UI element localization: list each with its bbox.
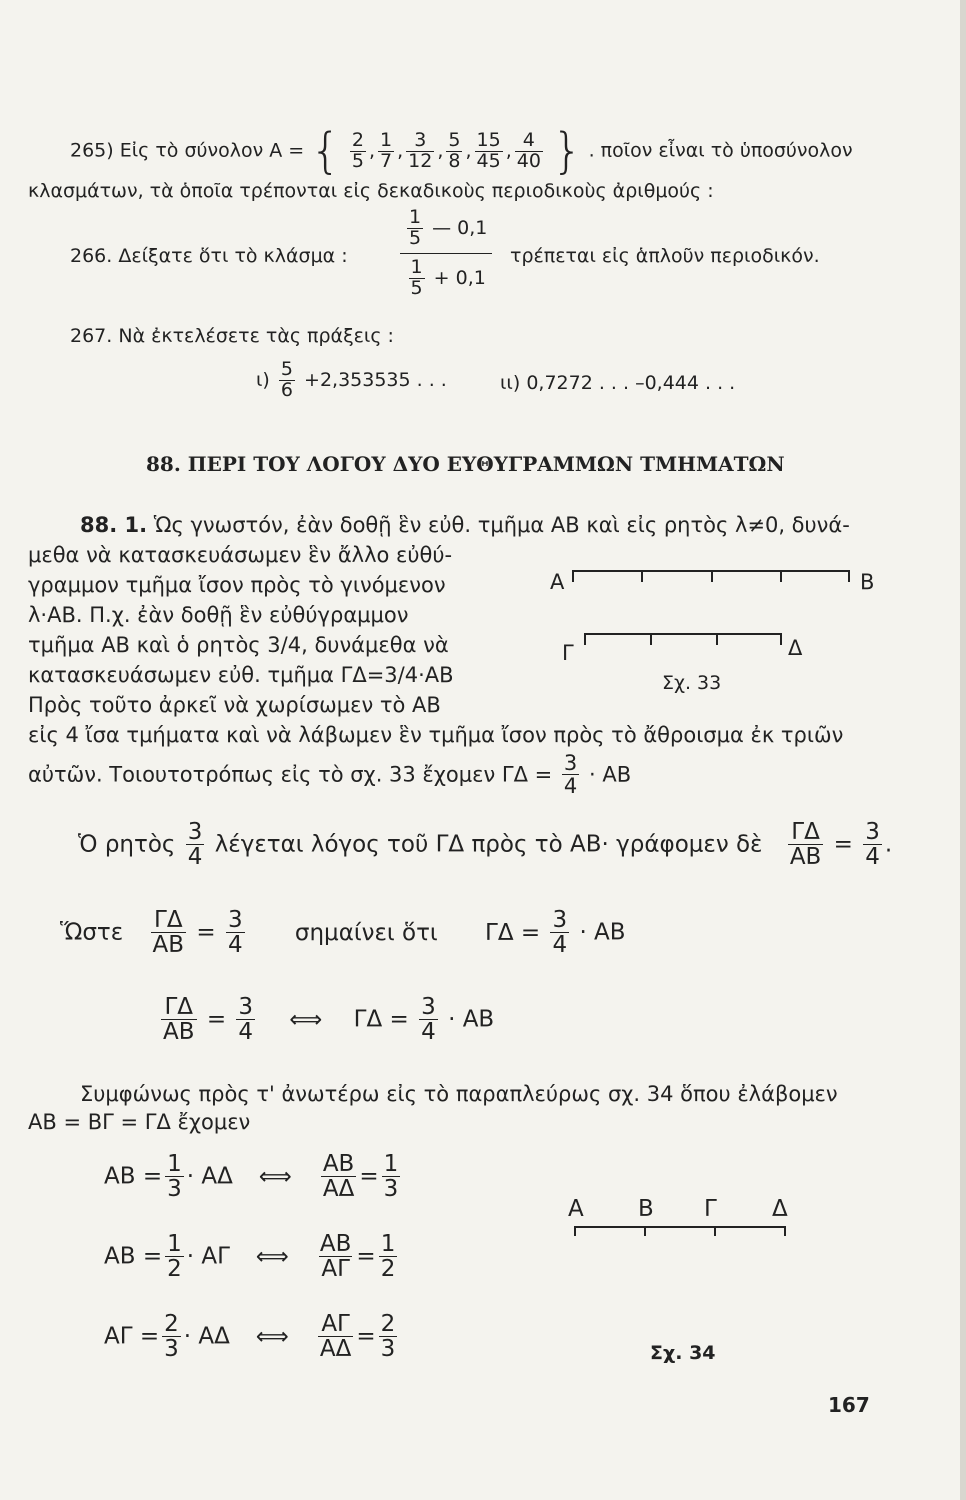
fraction: [165, 1152, 184, 1201]
equals: =: [356, 1323, 376, 1350]
den: 3: [164, 1336, 179, 1363]
den: 4: [421, 1019, 436, 1046]
compound-fraction: [398, 208, 493, 299]
den: ΑΒ: [163, 1019, 195, 1046]
fraction: [318, 1312, 353, 1361]
num: 3: [187, 819, 203, 845]
num: 3: [865, 819, 880, 845]
para-text: Ὡς γνωστόν, ἐὰν δοθῇ ἓν εὐθ. τμῆμα ΑΒ καὶ εἰς ρητὸς λ≠0, δυνά-: [153, 513, 850, 537]
num: 3: [414, 128, 427, 151]
segment-gd: [584, 633, 782, 647]
den: 4: [552, 932, 568, 959]
separator-comma: ,: [465, 139, 472, 162]
para-line-4: λ·ΑΒ. Π.χ. ἐὰν δοθῇ ἓν εὐθύγραμμον: [28, 603, 409, 627]
num: 3: [563, 751, 578, 775]
fraction: [379, 1312, 398, 1361]
num: 2: [164, 1311, 179, 1337]
equivalence-arrow: ⟺: [255, 1323, 289, 1350]
num: 2: [380, 1311, 396, 1337]
period: .: [884, 831, 893, 858]
exercise-text: Νὰ ἐκτελέσετε τὰς πράξεις :: [118, 325, 394, 347]
num: 1: [167, 1231, 182, 1257]
num: 1: [410, 255, 423, 278]
point-label-b: Β: [638, 1196, 654, 1222]
text: ΓΔ =: [353, 1006, 409, 1033]
den: 4: [187, 844, 203, 871]
fraction: [318, 1232, 354, 1281]
item-expression: +2,353535 . . .: [304, 368, 447, 391]
text: · ΑΒ: [448, 1006, 495, 1033]
num: 5: [448, 128, 461, 151]
num: ΓΔ: [791, 819, 820, 845]
page-edge: [960, 0, 966, 1500]
den: 3: [380, 1336, 396, 1363]
right-brace: }: [551, 123, 583, 179]
item-label: ι): [256, 368, 270, 391]
para-line-6: κατασκευάσωμεν εὐθ. τμῆμα ΓΔ=3/4·ΑΒ: [28, 663, 454, 687]
para-text: αὐτῶν. Τοιουτοτρόπως εἰς τὸ σχ. 33 ἔχομεν ΓΔ =: [28, 762, 553, 787]
fraction: [162, 1312, 181, 1361]
text: Ὁ ρητὸς: [78, 831, 176, 858]
num: ΓΔ: [154, 907, 183, 933]
text: ΑΒ =: [104, 1243, 163, 1270]
separator-comma: ,: [397, 139, 404, 162]
exercise-number: 267.: [70, 325, 113, 347]
num: 5: [280, 358, 293, 380]
equals: =: [356, 1243, 376, 1270]
equals: =: [359, 1163, 379, 1190]
exercise-267-ii: [500, 372, 735, 394]
num: ΑΒ: [319, 1231, 352, 1257]
den: 4: [865, 844, 880, 871]
item-label: ιι): [500, 372, 521, 394]
num: 1: [383, 1151, 399, 1177]
relation-row: [104, 1312, 400, 1361]
fraction: [321, 1152, 357, 1201]
para-line-2: μεθα νὰ κατασκευάσωμεν ἓν ἄλλο εὐθύ-: [28, 543, 453, 567]
exercise-266-post: τρέπεται εἰς ἁπλοῦν περιοδικόν.: [510, 245, 820, 267]
den: 4: [227, 932, 243, 959]
num: 3: [552, 907, 568, 933]
set-fraction: [378, 128, 394, 172]
compound-denominator: [398, 254, 493, 299]
den: 3: [167, 1176, 182, 1203]
relation-row: [104, 1232, 400, 1281]
den: ΑΒ: [152, 932, 185, 959]
point-label-d: Δ: [788, 636, 803, 660]
point-label-g: Γ: [704, 1196, 717, 1222]
den: 4: [238, 1019, 254, 1046]
den: 4: [563, 774, 578, 799]
fraction: [165, 1232, 184, 1281]
den: 6: [280, 378, 293, 401]
fraction: [382, 1152, 401, 1201]
operand: + 0,1: [433, 266, 486, 289]
equivalence-arrow: ⟺: [255, 1243, 289, 1270]
para-line-7: Πρὸς τοῦτο ἀρκεῖ νὰ χωρίσωμεν τὸ ΑΒ: [28, 693, 441, 717]
den: 8: [448, 149, 461, 172]
text: λέγεται λόγος τοῦ ΓΔ πρὸς τὸ ΑΒ· γράφομεν δὲ: [214, 831, 763, 858]
equivalence-arrow: ⟺: [289, 1006, 323, 1033]
text: ΓΔ =: [485, 919, 541, 946]
item-expression: 0,7272 . . . –0,444 . . .: [526, 372, 736, 394]
figure-caption: Σχ. 33: [662, 672, 722, 694]
para-line-5: τμῆμα ΑΒ καὶ ὁ ρητὸς 3/4, δυνάμεθα νὰ: [28, 633, 449, 657]
text: · ΑΓ: [186, 1243, 230, 1270]
text: · ΑΒ: [579, 919, 626, 946]
para-number: 88. 1.: [80, 513, 148, 537]
section-heading: 88. ΠΕΡΙ ΤΟΥ ΛΟΓΟΥ ΔΥΟ ΕΥΘΥΓΡΑΜΜΩΝ ΤΜΗΜΑΤΩΝ: [146, 452, 785, 476]
num: 4: [522, 128, 535, 151]
exercise-266-label: [70, 245, 348, 267]
separator-comma: ,: [437, 139, 444, 162]
exercise-number: 266.: [70, 245, 113, 267]
fraction-set: [347, 128, 546, 172]
den: 3: [383, 1176, 399, 1203]
text: · ΑΔ: [186, 1163, 233, 1190]
num: ΑΓ: [321, 1311, 350, 1337]
set-fraction: [350, 128, 366, 172]
symf-line-2: ΑΒ = ΒΓ = ΓΔ ἔχομεν: [28, 1110, 251, 1134]
exercise-265: [70, 123, 853, 179]
exercise-text: Δείξατε ὅτι τὸ κλάσμα :: [118, 245, 348, 267]
point-label-a: Α: [568, 1196, 584, 1222]
set-fraction: [406, 128, 434, 172]
hoste-line: [60, 908, 626, 957]
segment-ab: [572, 570, 850, 584]
den: 40: [516, 149, 541, 172]
num: ΓΔ: [164, 994, 194, 1020]
text: · ΑΔ: [183, 1323, 230, 1350]
den: 2: [167, 1256, 182, 1283]
para-text: · ΑΒ: [588, 762, 632, 787]
segment-ad: [574, 1226, 786, 1238]
den: 12: [408, 149, 433, 172]
exercise-265-line2: κλασμάτων, τὰ ὁποῖα τρέπονται εἰς δεκαδικοὺς περιοδικοὺς ἀριθμούς :: [28, 180, 714, 202]
num: ΑΒ: [322, 1151, 355, 1177]
exercise-question: . ποῖον εἶναι τὸ ὑποσύνολον: [588, 139, 853, 162]
compound-numerator: [398, 208, 493, 253]
ratio-line: [78, 820, 892, 869]
set-fraction: [475, 128, 503, 172]
num: 3: [227, 907, 243, 933]
para-line-1: [80, 513, 850, 537]
equivalence-line: [158, 995, 494, 1044]
separator-comma: ,: [505, 139, 512, 162]
operand: — 0,1: [432, 216, 488, 239]
num: 15: [476, 128, 501, 151]
num: 1: [380, 1231, 396, 1257]
num: 3: [238, 994, 254, 1020]
figure-caption: Σχ. 34: [650, 1342, 716, 1364]
point-label-g: Γ: [562, 641, 574, 665]
den: ΑΓ: [321, 1256, 350, 1283]
exercise-267: [70, 325, 394, 347]
para-line-3: γραμμον τμῆμα ἴσον πρὸς τὸ γινόμενον: [28, 573, 446, 597]
exercise-267-i: [256, 360, 447, 401]
text: ΑΓ =: [104, 1323, 160, 1350]
set-fraction: [515, 128, 543, 172]
point-label-d: Δ: [772, 1196, 788, 1222]
den: 5: [410, 276, 423, 299]
num: 1: [409, 206, 422, 228]
fraction: [379, 1232, 398, 1281]
text: Ὥστε: [60, 919, 124, 946]
equals: =: [196, 919, 216, 946]
den: 7: [380, 149, 393, 172]
num: 3: [421, 994, 436, 1020]
relation-row: [104, 1152, 403, 1201]
separator-comma: ,: [368, 139, 375, 162]
den: 5: [351, 149, 364, 172]
text: σημαίνει ὅτι: [294, 919, 438, 946]
equals: =: [206, 1006, 227, 1033]
num: 1: [167, 1151, 182, 1177]
point-label-b: Β: [860, 570, 875, 594]
symf-line-1: Συμφώνως πρὸς τ' ἀνωτέρω εἰς τὸ παραπλεύρως σχ. 34 ὅπου ἐλάβομεν: [80, 1082, 838, 1106]
set-definition: Εἰς τὸ σύνολον Α =: [119, 139, 305, 162]
exercise-number: 265): [70, 139, 114, 162]
den: ΑΔ: [319, 1336, 352, 1363]
left-brace: {: [310, 123, 341, 179]
den: 2: [380, 1256, 396, 1283]
set-fraction: [446, 128, 462, 172]
den: ΑΔ: [322, 1176, 355, 1203]
equals: =: [833, 831, 853, 858]
page-number: 167: [828, 1393, 870, 1417]
text: ΑΒ =: [104, 1163, 163, 1190]
point-label-a: Α: [550, 570, 565, 594]
para-line-8: εἰς 4 ἴσα τμήματα καὶ νὰ λάβωμεν ἓν τμῆμα ἴσον πρὸς τὸ ἄθροισμα ἐκ τριῶν: [28, 723, 844, 747]
num: 1: [380, 128, 393, 151]
den: 5: [409, 226, 422, 249]
den: 45: [476, 149, 501, 172]
num: 2: [351, 128, 364, 151]
equivalence-arrow: ⟺: [258, 1163, 292, 1190]
den: ΑΒ: [789, 844, 822, 871]
para-line-9: [28, 752, 631, 797]
